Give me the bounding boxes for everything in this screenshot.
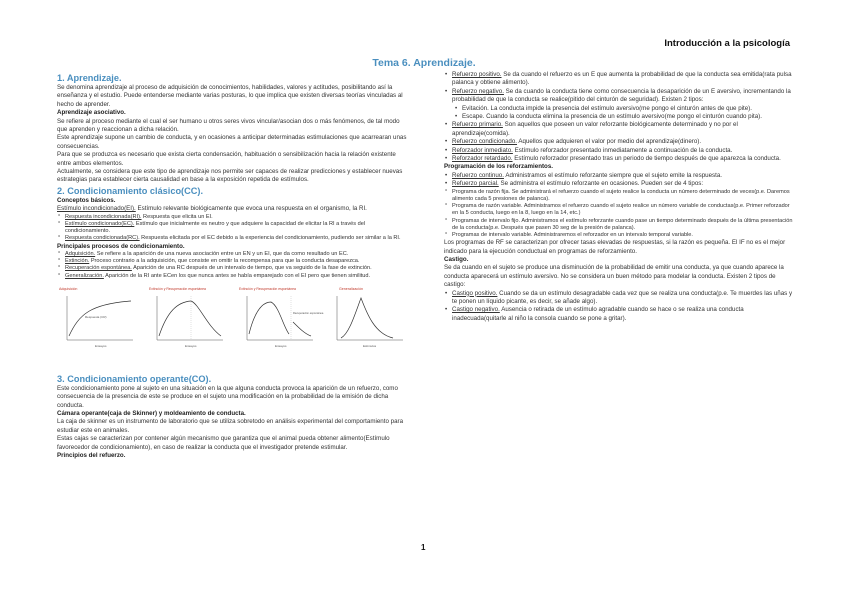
term: Respuesta condicionada(RC). [65,235,140,242]
list-item [65,251,407,258]
list-item: ° Programa de razón fija. Se administrará el refuerzo cuando el sujeto realice la conducta un número determinado de veces(p.e. Daremos alimento cada 5 presiones de palanca). [452,189,794,203]
definition: Estímulo que inicialmente es neutro y que adquiere la capacidad de elicitar la RI a través del condicionamiento. [65,220,366,235]
definition: Se da cuando la conducta tiene como consecuencia la desaparición de un E aversivo, incrementando la probabilidad de que la conducta se realice(pitido del cinturón de seguridad). Existen 2 tipos: [452,87,791,104]
section-1-title: 1. Aprendizaje. [57,73,122,83]
list-item: ° Programas de intervalo variable. Administraremos el reforzador en un intervalo temporal variable. [452,232,794,239]
definition: Ausencia o retirada de un estímulo agradable cuando se hace o se realiza una conducta inadecuada(quitarle al niño la consola cuando se pone a gritar). [452,306,744,322]
definition: Se administra el estímulo reforzante en ocasiones. Pueden ser de 4 tipos: [498,180,704,188]
term: Castigo negativo. [452,306,500,314]
punishment-list [444,290,794,324]
paragraph: La caja de skinner es un instrumento de laboratorio que se utiliza sobretodo en análisis experimental del comportamiento para estudiar este en animales. [57,418,404,434]
section-2-title: 2. Condicionamiento clásico(CC). [57,185,203,196]
generalization-curve [341,298,393,338]
figure-title: Adquisición [59,286,78,291]
figure-title: Extinción y Recuperación espontánea [149,286,206,291]
x-label: Ensayos [275,343,287,348]
definition: Son aquellos que poseen un valor reforzante biológicamente determinado y no por el aprendizaje(comida). [452,121,738,137]
list-item [65,258,407,265]
subheading: Programación de los reforzamientos. [444,163,553,171]
paragraph: Se refiere al proceso mediante el cual el ser humano u otros seres vivos vincular/asocian dos o más fenómenos, de tal modo que aprenden y reaccionan a dicha relación. [57,117,400,134]
list-item [452,71,794,88]
schedule-list [444,172,794,189]
process-list [57,251,407,280]
list-item: • Escape. Cuando la conducta elimina la presencia de un estímulo aversivo(me pongo el cinturón cuando pita). [462,113,794,121]
definition: Se da cuando el refuerzo es un E que aumenta la probabilidad de que la conducta sea emitida(rata pulsa palanca y obtiene alimento). [452,71,792,87]
definition: Aquellos que adquieren el valor por medio del aprendizaje(dinero). [517,138,702,146]
term: Recuperación espontánea. [65,265,132,272]
y-label: Recuperación espontánea [293,311,324,315]
term: Refuerzo negativo. [452,87,504,95]
conditioning-figures [57,284,407,372]
partial-schedule-list [444,189,794,239]
definition: Respuesta elicitada por el EC debido a la experiencia del condicionamiento, pudiendo ser similar a la RI. [139,235,401,242]
list-item [452,155,794,163]
reinforcer-types-list [444,121,794,163]
term: Refuerzo positivo. [452,71,502,78]
term: Generalización. [65,272,104,279]
reinforcement-list [444,71,794,105]
paragraph: Este aprendizaje supone un cambio de conducta, y en ocasiones a anticipar determinadas estimulaciones que acarrearan unas consecuencias. [57,134,407,150]
left-column [57,72,407,460]
definition: Respuesta que elicita un EI. [141,213,213,220]
list-item [452,180,794,188]
right-column [444,71,794,323]
paragraph: Actualmente, se considera que este tipo de aprendizaje nos permite ser capaces de realizar predicciones y establecer nuevas estrategias para establecer cierta causalidad en base a la exposición repetida de estímulos. [57,168,403,184]
figure-title: Extinción y Recuperación espontánea [239,286,296,291]
list-item: ° Programas de intervalo fijo. Administramos el estímulo reforzante cuando pase un tiempo determinado después de la última presentación de la conducta(p.e. Después que pasen 30 seg de la presión de palanca). [452,218,794,232]
list-item [452,306,794,323]
list-item [452,121,794,138]
x-label: Ensayos [185,343,197,348]
paragraph: Se da cuando en el sujeto se produce una disminución de la probabilidad de emitir una conducta, ya que cuando aparece la conducta aparecerá un estímulo aversivo. No se considera un buen método para modelar la conducta. Existen 2 tipos de castigo: [444,264,784,289]
definition: Estímulo relevante biológicamente que evoca una respuesta en el organismo, la RI. [135,205,367,213]
list-item [65,214,407,221]
page-number: 1 [421,543,426,552]
definition: Administramos el estímulo reforzante siempre que el sujeto emite la respuesta. [503,171,722,179]
definition: Proceso contrario a la adquisición, que consiste en omitir la recompensa para que la conducta desaparezca. [89,258,360,265]
list-item: ° Programa de razón variable. Administramos el refuerzo cuando el sujeto realice un número variable de conductas(p.e. Primer reforzador en la 5 conducta, luego en la 8, luego en la 14, etc.) [452,203,794,217]
term: Reforzador inmediato. [452,146,513,154]
negative-reinforcement-types [444,105,794,122]
extinction-figure [147,284,227,354]
list-item [452,172,794,180]
acquisition-figure [57,284,137,354]
paragraph: Se denomina aprendizaje al proceso de adquisición de conocimientos, habilidades, valores y actitudes, posibilitando así la enseñanza y el estudio. Puede entenderse mediante varias posturas, lo que implica que existen diversas teorías vinculadas al hecho de aprender. [57,84,403,108]
paragraph: Para que se produzca es necesario que exista cierta condensación, habituación o sensibilización hacia la relación existente entre ambos elementos. [57,151,396,167]
list-item [65,273,407,280]
extinction-curve [249,302,289,334]
paragraph: Los programas de RF se caracterizan por ofrecer tasas elevadas de respuestas, si la razón es pequeña. El IF no es el mejor indicado para la ejecución conductual en programas de reforzamiento. [444,239,786,255]
subheading: Castigo. [444,255,469,263]
course-title: Introducción a la psicología [664,38,790,49]
paragraph [57,205,407,213]
term: Reforzador retardado. [452,155,513,163]
list-item [65,235,407,242]
list-item [65,221,407,235]
subheading: Cámara operante(caja de Skinner) y moldeamiento de conducta. [57,409,246,417]
term: Estímulo condicionado(EC). [65,220,135,227]
definition: Aparición de la RI ante ECen los que nunca antes se había emparejado con el EI pero que tienen similitud. [103,272,371,279]
term: Castigo positivo. [452,289,498,297]
paragraph: Este condicionamiento pone al sujeto en una situación en la que alguna conducta provoca la aparición de un refuerzo, como consecuencia de la presencia de este se produce en el sujeto una modificación en la probabilidad de la emisión de dicha conducta. [57,384,398,409]
term: Refuerzo continuo. [452,171,504,179]
definition: Aparición de una RC después de un intervalo de tiempo, que va seguido de la fase de extinción. [131,265,372,272]
x-label: Estímulos [363,343,377,348]
list-item [452,88,794,105]
subheading: Conceptos básicos. [57,196,116,204]
term: Respuesta incondicionada(RI). [65,213,142,220]
figure-title: Generalización [339,286,363,291]
subheading: Principios del refuerzo. [57,451,126,459]
generalization-figure [327,284,407,354]
list-item [452,147,794,155]
term: Refuerzo condicionado. [452,138,518,146]
term: Refuerzo primario. [452,121,503,129]
extinction-curve [191,301,221,336]
definition: Estímulo reforzador presentado tras un periodo de tiempo después de que aparezca la conducta. [512,155,781,163]
term: Adquisición. [65,250,96,257]
concept-list [57,214,407,243]
paragraph: Estas cajas se caracterizan por contener algún mecanismo que garantiza que el animal pueda obtener alimento(Estímulo favorecedor de condicionamiento), en caso de realizar la conducta que el investigador pretende estimular. [57,435,390,451]
list-item: • Evitación. La conducta impide la presencia del estímulo aversivo(me pongo el cinturón antes de que pite). [462,105,794,113]
list-item [65,265,407,272]
subheading: Aprendizaje asociativo. [57,109,126,117]
definition: Estímulo reforzador presentado inmediatamente a continuación de la conducta. [512,146,733,154]
definition: Se refiere a la aparición de una nueva asociación entre un EN y un EI, que da como resultado un EC. [95,250,349,257]
subheading: Principales procesos de condicionamiento. [57,242,185,250]
spontaneous-recovery-figure [237,284,324,354]
list-item [452,290,794,307]
recovery-curve [293,322,311,336]
y-label: Respuesta (CR) [85,314,107,319]
document-title: Tema 6. Aprendizaje. [372,57,476,69]
list-item [452,138,794,146]
term: Refuerzo parcial. [452,180,499,188]
definition: Cuando se da un estímulo desagradable cada vez que se realiza una conducta(p.e. Te muerdes las uñas y te ponen un líquido picante, es decir, se añade algo). [452,289,793,305]
acquisition-curve [159,301,191,336]
term: Estímulo incondicionado(EI). [57,205,136,213]
section-3-title: 3. Condicionamiento operante(CO). [57,373,212,384]
x-label: Ensayos [95,343,107,348]
term: Extinción. [65,258,90,265]
